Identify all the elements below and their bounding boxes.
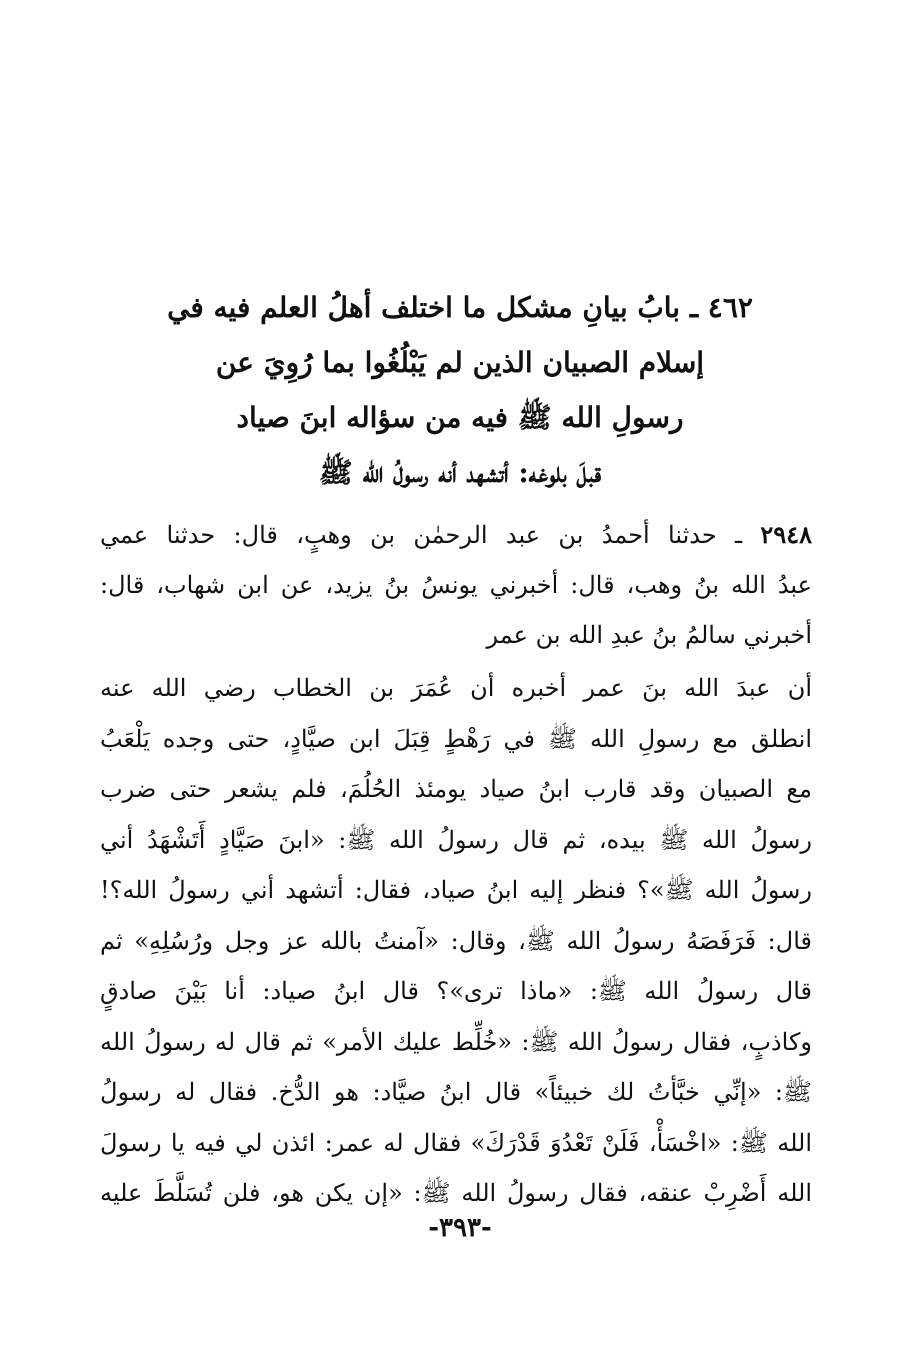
isnad-line: أخبرني سالمُ بنُ عبدِ الله بن عمر bbox=[486, 621, 812, 649]
isnad-line: عبدُ الله بنُ وهب، قال: أخبرني يونسُ بنُ يزيد، عن ابن شهاب، قال: bbox=[100, 571, 812, 599]
matn-line: مع الصبيان وقد قارب ابنُ صياد يومئذ الحُلُمَ، فلم يشعر حتى ضرب bbox=[100, 775, 812, 803]
page-number: -٣٩٣- bbox=[428, 1213, 492, 1243]
isnad-line: ٢٩٤٨ ـ حدثنا أحمدُ بن عبد الرحمٰن بن وهبٍ، قال: حدثنا عمي bbox=[100, 520, 812, 549]
matn-line: وكاذبٍ، فقال رسولُ الله ﷺ: «خُلِّط عليك الأمر» ثم قال له رسولُ الله bbox=[100, 1027, 812, 1056]
matn-line: رسولُ الله ﷺ بيده، ثم قال رسولُ الله ﷺ: «ابنَ صَيَّادٍ أَتَشْهَدُ أني bbox=[100, 825, 812, 854]
matn-line: ﷺ: «إنِّي خبَّأتُ لك خبيئاً» قال ابنُ صيَّاد: هو الدُّخ. فقال له رسولُ bbox=[100, 1078, 812, 1106]
matn-line: انطلق مع رسولِ الله ﷺ في رَهْطٍ قِبَلَ ابن صيَّادٍ، حتى وجده يَلْعَبُ bbox=[100, 724, 812, 753]
matn-line: قال: فَرَفَصَهُ رسولُ الله ﷺ، وقال: «آمنتُ بالله عز وجل ورُسُلِهِ» ثم bbox=[100, 926, 812, 955]
matn-line: الله ﷺ: «اخْسَأْ، فَلَنْ تَعْدُوَ قَدْرَكَ» فقال له عمر: ائذن لي فيه يا رسولَ bbox=[100, 1128, 812, 1157]
matn-line: قال رسولُ الله ﷺ: «ماذا ترى»؟ قال ابنُ صياد: أنا بَيْنَ صادقٍ bbox=[100, 977, 812, 1005]
chapter-heading bbox=[110, 280, 810, 500]
heading-line: ٤٦٢ ـ بابُ بيانِ مشكل ما اختلف أهلُ العلم فيه في bbox=[167, 291, 753, 324]
heading-line: رسولِ الله ﷺ فيه من سؤاله ابنَ صياد bbox=[236, 401, 684, 434]
matn-line: أن عبدَ الله بنَ عمر أخبره أن عُمَرَ بن الخطاب رضي الله عنه bbox=[100, 674, 812, 702]
hadith-matn bbox=[100, 663, 812, 1219]
matn-line: الله أَضْرِبْ عنقه، فقال رسولُ الله ﷺ: «إن يكن هو، فلن تُسَلَّطَ عليه bbox=[100, 1179, 812, 1207]
heading-line: إسلام الصبيان الذين لم يَبْلُغُوا بما رُوِيَ عن bbox=[215, 346, 705, 379]
hadith-isnad bbox=[100, 510, 812, 660]
heading-line: قبلَ بلوغه: أتشهد أنه رسولُ الله ﷺ bbox=[318, 456, 602, 489]
hadith-number: ٢٩٤٨ bbox=[760, 520, 812, 549]
matn-line: رسولُ الله ﷺ»؟ فنظر إليه ابنُ صياد، فقال: أتشهد أني رسولُ الله؟! bbox=[100, 876, 812, 904]
